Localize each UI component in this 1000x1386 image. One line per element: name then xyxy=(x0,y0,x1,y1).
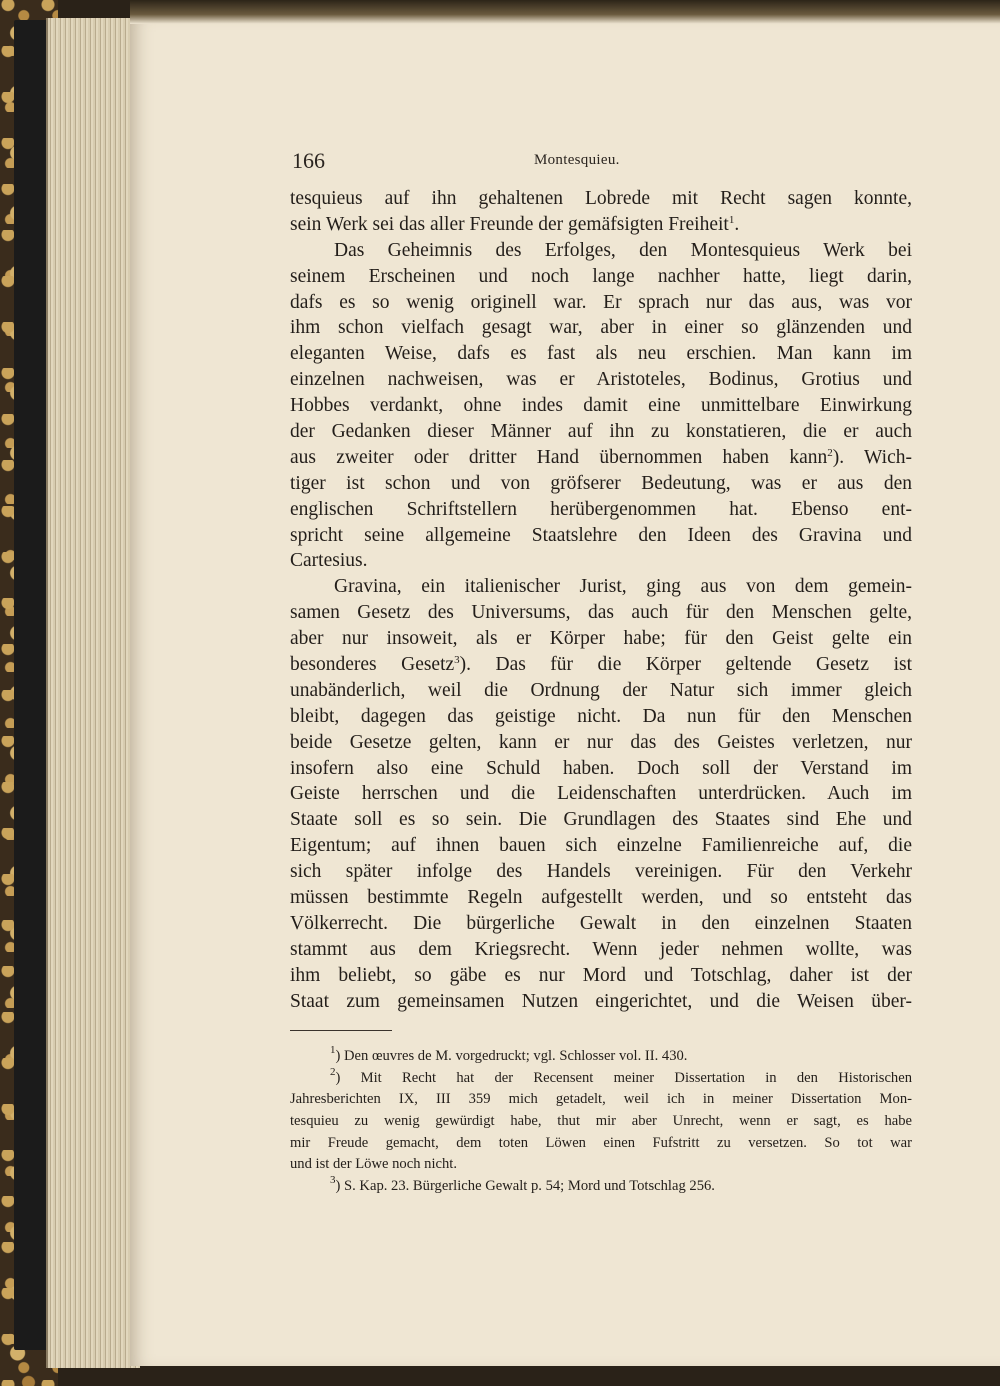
footnote-2-line: und ist der Löwe noch nicht. xyxy=(290,1156,457,1173)
text-line: eleganten Weise, dafs es fast als neu erschien. Man kann im xyxy=(290,343,912,365)
text-line: spricht seine allgemeine Staatslehre den Ideen des Gravina und xyxy=(290,524,912,546)
footnote-2-line: Jahresberichten IX, III 359 mich getadelt, weil ich in meiner Dissertation Mon- xyxy=(290,1091,912,1108)
text-line: sich später infolge des Handels vereinigen. Für den Verkehr xyxy=(290,861,912,883)
text-line: sein Werk sei das aller Freunde der gemäfsigten Freiheit$^1$. xyxy=(290,213,740,235)
text-line: tesquieus auf ihn gehaltenen Lobrede mit Recht sagen konnte, xyxy=(290,188,912,209)
page-top-shadow xyxy=(130,0,1000,24)
text-line: stammt aus dem Kriegsrecht. Wenn jeder nehmen wollte, was xyxy=(290,938,912,960)
text-line: Cartesius. xyxy=(290,550,368,572)
footnotes xyxy=(290,1046,912,1198)
text-line: Gravina, ein italienischer Jurist, ging aus von dem gemein- xyxy=(334,576,912,598)
text-line: insofern also eine Schuld haben. Doch soll der Verstand im xyxy=(290,757,912,779)
footnote-ref: 1 xyxy=(728,213,735,226)
running-title: Montesquieu. xyxy=(534,152,620,168)
footnote-2-line: $^2$) Mit Recht hat der Recensent meiner Dissertation in den Historischen xyxy=(330,1065,912,1086)
body-text xyxy=(290,186,912,1015)
text-line: Völkerrecht. Die bürgerliche Gewalt in den einzelnen Staaten xyxy=(290,912,912,934)
footnote-2-line: tesquieu zu wenig gewürdigt habe, thut mir aber Unrecht, wenn er sagt, es habe xyxy=(290,1113,912,1130)
footnote-ref: 3 xyxy=(454,654,460,667)
text-line: Geiste herrschen und die Leidenschaften unterdrücken. Auch im xyxy=(290,783,912,805)
footnote-3: $^3$) S. Kap. 23. Bürgerliche Gewalt p. 54; Mord und Totschlag 256. xyxy=(330,1174,715,1195)
page-header xyxy=(292,148,912,178)
text-line: englischen Schriftstellern herübergenommen hat. Ebenso ent- xyxy=(290,498,912,520)
text-line: Hobbes verdankt, ohne indes damit eine unmittelbare Einwirkung xyxy=(290,395,912,417)
text-line: Staate soll es so sein. Die Grundlagen des Staates sind Ehe und xyxy=(290,809,912,831)
text-line: aber nur insoweit, als er Körper habe; für den Geist gelte ein xyxy=(290,628,912,650)
text-line: Das Geheimnis des Erfolges, den Montesquieus Werk bei xyxy=(334,239,912,261)
text-line: Eigentum; auf ihnen bauen sich einzelne Familienreiche auf, die xyxy=(290,835,912,857)
page-number: 166 xyxy=(292,148,325,173)
text-line: Staat zum gemeinsamen Nutzen eingerichtet, und die Weisen über- xyxy=(290,990,912,1012)
footnote-rule xyxy=(290,1030,392,1031)
text-line: müssen bestimmte Regeln aufgestellt werden, und so entsteht das xyxy=(290,887,912,909)
footnote-2-line: mir Freude gemacht, dem toten Löwen einen Fufstritt zu versetzen. So tot war xyxy=(290,1134,912,1151)
text-line: unabänderlich, weil die Ordnung der Natur sich immer gleich xyxy=(290,679,912,701)
text-line: ihm beliebt, so gäbe es nur Mord und Totschlag, daher ist der xyxy=(290,964,912,986)
footnote-marker: 2 xyxy=(330,1065,336,1078)
text-line: ihm schon vielfach gesagt war, aber in einer so glänzenden und xyxy=(290,317,912,339)
footnote-marker: 1 xyxy=(330,1044,336,1056)
text-line: beide Gesetze gelten, kann er nur das des Geistes verletzen, nur xyxy=(290,731,912,753)
text-line: besonderes Gesetz$^3$). Das für die Körper geltende Gesetz ist xyxy=(290,654,912,676)
footnote-ref: 2 xyxy=(827,446,833,459)
text-line: tiger ist schon und von gröfserer Bedeutung, was er aus den xyxy=(290,472,912,494)
page-edges xyxy=(46,18,140,1368)
text-line: der Gedanken dieser Männer auf ihn zu konstatieren, die er auch xyxy=(290,421,912,443)
text-line: samen Gesetz des Universums, das auch für den Menschen gelte, xyxy=(290,602,912,624)
text-line: seinem Erscheinen und noch lange nachher hatte, liegt darin, xyxy=(290,265,912,287)
text-line: einzelnen nachweisen, was er Aristoteles, Bodinus, Grotius und xyxy=(290,369,912,391)
footnote-marker: 3 xyxy=(330,1174,336,1187)
text-line: aus zweiter oder dritter Hand übernommen haben kann$^2$). Wich- xyxy=(290,446,912,468)
book-cover-edge xyxy=(14,20,48,1350)
footnote-1: $^1$) Den œuvres de M. vorgedruckt; vgl. Schlosser vol. II. 430. xyxy=(330,1044,688,1064)
text-line: dafs es so wenig originell war. Er sprach nur das aus, was vor xyxy=(290,291,912,313)
text-line: bleibt, dagegen das geistige nicht. Da nun für den Menschen xyxy=(290,705,912,727)
